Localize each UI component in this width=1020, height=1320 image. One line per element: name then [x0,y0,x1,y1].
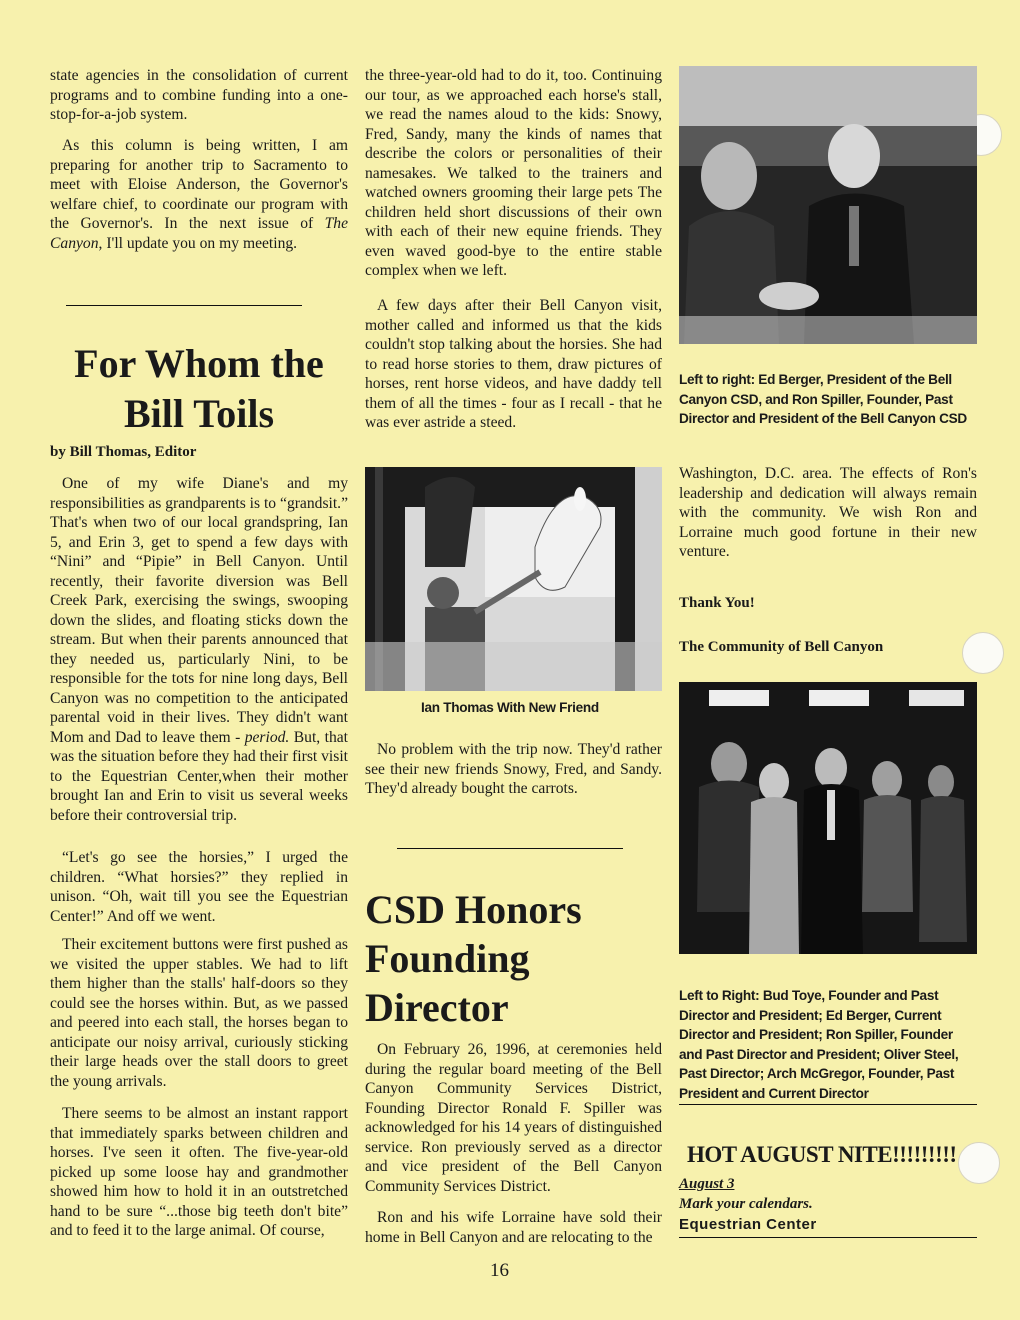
hot-august-nite-title: HOT AUGUST NITE!!!!!!!!! [687,1142,957,1167]
thank-you: Thank You! [679,595,755,611]
photo-berger-spiller [679,66,977,344]
col2-paragraph-2: A few days after their Bell Canyon visit, mother called and informed us that the kids couldn't stop talking about the horsies. She had to read horse stories to them, draw pictures of horses, rent horse videos, and have daddy tell them of all the times - four as I recall - that he was ever astride a steed. [365,297,662,431]
col1-paragraph-6: There seems to be almost an instant rapport that immediately sparks between children and horses. I've seen it often. The five-year-old picked up some loose hay and grandmother showed him how to hold it in an outstretched hand to be sure “...those big teeth don't bite” and to feed it to the large animal. Of course, [50,1105,348,1239]
col2-paragraph-1: the three-year-old had to do it, too. Continuing our tour, as we approached each horse's stall, we read the names aloud to the kids: Snowy, Fred, Sandy, many the kinds of names that describe the colors or personalities of their namesakes. We talked to the trainers and watched owners grooming their large pets The children held short discussions of their own with each of their new equine friends. They even waved good-bye to the entire stable complex when we left. [365,67,662,279]
event-venue: Equestrian Center [679,1216,817,1233]
two-men-illustration [679,66,977,344]
publication-title: The Canyon [50,215,348,252]
col1-paragraph-2 [50,136,348,253]
article-headline-line-2: Bill Toils [123,391,275,436]
col1-p3-text-end: But, that was the situation before they had their first visit to the Equestrian Center,when their mother brought Ian and Erin to visit us several weeks before their controversial trip. [50,728,348,824]
five-men-illustration [679,682,977,954]
punch-hole-bottom [958,1142,1000,1184]
boy-horse-illustration [365,467,662,691]
event-date: August 3 [679,1176,735,1192]
section-divider-2 [397,848,623,849]
section-divider [66,305,302,306]
col1-p3-text: One of my wife Diane's and my responsibilities as grandparents is to “grandsit.” That's when two of our local grandspring, Ian 5, and Erin 3, get to spend a few days with “Nini” and “Pipie” in Bell Canyon. Until recently, their favorite diversion was Bell Creek Park, exercising the swings, swooping down the slides, and floating sticks down the stream. But when their parents announced that they needed us, particularly Nini, to be responsible for the tots for nine long days, Bell Canyon was no competition to the anticipated parental void in their lives. They didn't want Mom and Dad to leave them - [50,475,348,746]
event-reminder: Mark your calendars. [679,1196,813,1212]
byline: by Bill Thomas, Editor [50,444,197,460]
col3-paragraph-1: Washington, D.C. area. The effects of Ron's leadership and dedication will always remain with the community. We wish Ron and Lorraine much good fortune in their new venture. [679,465,977,560]
col1-p2-text-end: , I'll update you on my meeting. [98,234,298,252]
col1-paragraph-1: state agencies in the consolidation of current programs and to combine funding into a one-stop-for-a-job system. [50,67,348,123]
punch-hole-middle [962,632,1004,674]
photo-five-founders [679,682,977,954]
col1-paragraph-3 [50,474,348,825]
article-headline-line-1: For Whom the [74,341,324,386]
col1-p2-text: As this column is being written, I am preparing for another trip to Sacramento to meet with Eloise Anderson, the Governor's welfare chief, to coordinate our program with the Governor's. In the next issue of [50,137,348,232]
photo-caption-five-founders: Left to Right: Bud Toye, Founder and Past Director and President; Ed Berger, Current Director and President; Ron Spiller, Founder and Past Director and President; Oliver Steel, Past Director; Arch McGregor, Founder, Past President and Current Director [679,988,959,1101]
photo-caption-boy-horse: Ian Thomas With New Friend [421,700,599,715]
page-number: 16 [490,1260,509,1281]
col1-paragraph-4: “Let's go see the horsies,” I urged the children. “What horsies?” they replied in unison. “Oh, wait till you see the Equestrian Center!” And off we went. [50,849,348,925]
photo-boy-with-horse [365,467,662,691]
community-signature: The Community of Bell Canyon [679,639,884,655]
col2-paragraph-4: On February 26, 1996, at ceremonies held during the regular board meeting of the Bell Canyon Community Services District, Founding Director Ronald F. Spiller was acknowledged for his 14 years of distinguished service. Ron previously served as a director and vice president of the Bell Canyon Community Services District. [365,1041,662,1195]
photo-caption-berger-spiller: Left to right: Ed Berger, President of the Bell Canyon CSD, and Ron Spiller, Founder, Past Director and President of the Bell Canyon CSD [679,372,967,426]
caption-underline [679,1104,977,1105]
col1-paragraph-5: Their excitement buttons were first pushed as we visited the upper stables. We had to lift them higher than the stalls' half-doors so they could see the horses within. But, as we passed and peered into each stall, the horses began to anticipate our noisy arrival, curiously sticking their large heads over the stall doors to greet the young arrivals. [50,936,348,1090]
event-underline [679,1237,977,1238]
col2-paragraph-5: Ron and his wife Lorraine have sold their home in Bell Canyon and are relocating to the [365,1209,662,1246]
col2-paragraph-3: No problem with the trip now. They'd rather see their new friends Snowy, Fred, and Sandy. They'd already bought the carrots. [365,741,662,797]
csd-headline: CSD Honors Founding Director [365,887,582,1030]
emphasis-word: period. [244,728,290,746]
